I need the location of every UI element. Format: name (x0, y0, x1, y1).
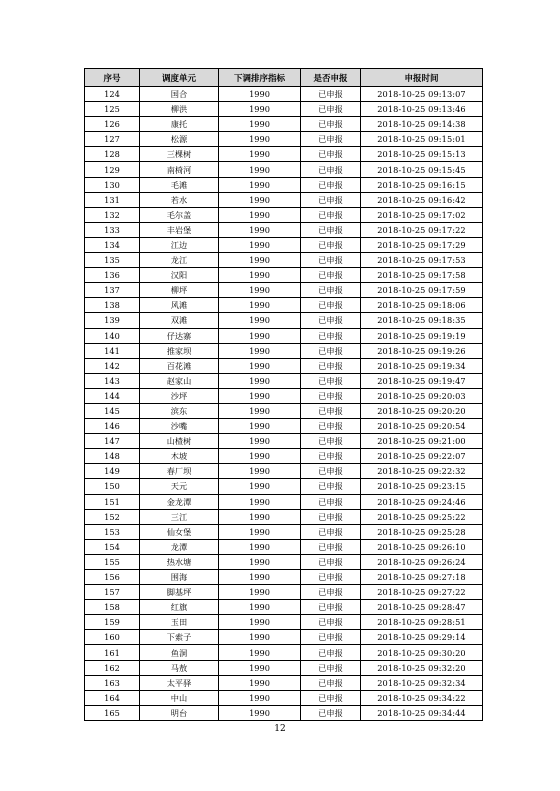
table-row (85, 585, 483, 600)
cell-declaration-time: 2018-10-25 09:28:47 (361, 600, 483, 615)
cell-declaration-time: 2018-10-25 09:25:28 (361, 524, 483, 539)
table-row (85, 343, 483, 358)
cell-declared-status: 已申报 (301, 675, 361, 690)
cell-ranking-index: 1990 (219, 509, 301, 524)
cell-dispatch-unit: 毛滩 (140, 177, 219, 192)
cell-declared-status: 已申报 (301, 419, 361, 434)
table-row (85, 524, 483, 539)
cell-declaration-time: 2018-10-25 09:25:22 (361, 509, 483, 524)
table-row (85, 464, 483, 479)
cell-declaration-time: 2018-10-25 09:18:06 (361, 298, 483, 313)
table-row (85, 675, 483, 690)
cell-dispatch-unit: 柳坪 (140, 283, 219, 298)
cell-declaration-time: 2018-10-25 09:15:45 (361, 162, 483, 177)
cell-dispatch-unit: 松源 (140, 132, 219, 147)
cell-ranking-index: 1990 (219, 177, 301, 192)
cell-ranking-index: 1990 (219, 660, 301, 675)
cell-declaration-time: 2018-10-25 09:22:32 (361, 464, 483, 479)
cell-ranking-index: 1990 (219, 524, 301, 539)
cell-declared-status: 已申报 (301, 403, 361, 418)
table-row (85, 449, 483, 464)
cell-serial-number: 144 (85, 388, 140, 403)
table-row (85, 222, 483, 237)
cell-dispatch-unit: 三江 (140, 509, 219, 524)
cell-ranking-index: 1990 (219, 690, 301, 705)
cell-declaration-time: 2018-10-25 09:34:22 (361, 690, 483, 705)
cell-declared-status: 已申报 (301, 192, 361, 207)
cell-serial-number: 164 (85, 690, 140, 705)
cell-ranking-index: 1990 (219, 162, 301, 177)
cell-declared-status: 已申报 (301, 162, 361, 177)
table-row (85, 479, 483, 494)
declaration-table (84, 68, 483, 721)
cell-serial-number: 162 (85, 660, 140, 675)
cell-dispatch-unit: 春厂坝 (140, 464, 219, 479)
cell-dispatch-unit: 红旗 (140, 600, 219, 615)
cell-ranking-index: 1990 (219, 388, 301, 403)
cell-declared-status: 已申报 (301, 554, 361, 569)
table-row (85, 615, 483, 630)
table-row (85, 509, 483, 524)
cell-declared-status: 已申报 (301, 117, 361, 132)
cell-declaration-time: 2018-10-25 09:13:07 (361, 87, 483, 102)
cell-ranking-index: 1990 (219, 645, 301, 660)
cell-declaration-time: 2018-10-25 09:27:18 (361, 570, 483, 585)
cell-declared-status: 已申报 (301, 494, 361, 509)
table-row (85, 570, 483, 585)
cell-declaration-time: 2018-10-25 09:20:54 (361, 419, 483, 434)
cell-declared-status: 已申报 (301, 132, 361, 147)
cell-declaration-time: 2018-10-25 09:23:15 (361, 479, 483, 494)
cell-declaration-time: 2018-10-25 09:15:01 (361, 132, 483, 147)
table-header-row (85, 69, 483, 87)
cell-dispatch-unit: 风滩 (140, 298, 219, 313)
cell-declared-status: 已申报 (301, 343, 361, 358)
cell-serial-number: 151 (85, 494, 140, 509)
cell-declaration-time: 2018-10-25 09:27:22 (361, 585, 483, 600)
table-row (85, 403, 483, 418)
cell-dispatch-unit: 沙坪 (140, 388, 219, 403)
cell-serial-number: 147 (85, 434, 140, 449)
cell-ranking-index: 1990 (219, 419, 301, 434)
cell-dispatch-unit: 下索子 (140, 630, 219, 645)
cell-declared-status: 已申报 (301, 222, 361, 237)
cell-ranking-index: 1990 (219, 675, 301, 690)
table-row (85, 645, 483, 660)
cell-ranking-index: 1990 (219, 403, 301, 418)
cell-declaration-time: 2018-10-25 09:18:35 (361, 313, 483, 328)
cell-ranking-index: 1990 (219, 253, 301, 268)
cell-serial-number: 159 (85, 615, 140, 630)
cell-serial-number: 154 (85, 539, 140, 554)
cell-declared-status: 已申报 (301, 298, 361, 313)
cell-dispatch-unit: 南椅河 (140, 162, 219, 177)
cell-dispatch-unit: 汉阳 (140, 268, 219, 283)
cell-declared-status: 已申报 (301, 660, 361, 675)
cell-ranking-index: 1990 (219, 268, 301, 283)
cell-declared-status: 已申报 (301, 147, 361, 162)
cell-declaration-time: 2018-10-25 09:19:34 (361, 358, 483, 373)
cell-dispatch-unit: 江边 (140, 237, 219, 252)
cell-ranking-index: 1990 (219, 192, 301, 207)
cell-declared-status: 已申报 (301, 509, 361, 524)
header-serial-number: 序号 (85, 69, 140, 87)
cell-declaration-time: 2018-10-25 09:13:46 (361, 102, 483, 117)
cell-ranking-index: 1990 (219, 464, 301, 479)
cell-declaration-time: 2018-10-25 09:30:20 (361, 645, 483, 660)
cell-serial-number: 125 (85, 102, 140, 117)
cell-dispatch-unit: 仔达寨 (140, 328, 219, 343)
cell-dispatch-unit: 太平驿 (140, 675, 219, 690)
cell-serial-number: 143 (85, 373, 140, 388)
cell-declaration-time: 2018-10-25 09:16:42 (361, 192, 483, 207)
cell-dispatch-unit: 百花滩 (140, 358, 219, 373)
cell-serial-number: 141 (85, 343, 140, 358)
cell-serial-number: 139 (85, 313, 140, 328)
cell-declaration-time: 2018-10-25 09:26:10 (361, 539, 483, 554)
cell-serial-number: 149 (85, 464, 140, 479)
cell-dispatch-unit: 龙江 (140, 253, 219, 268)
cell-ranking-index: 1990 (219, 600, 301, 615)
cell-declaration-time: 2018-10-25 09:20:20 (361, 403, 483, 418)
cell-dispatch-unit: 龙潭 (140, 539, 219, 554)
cell-ranking-index: 1990 (219, 358, 301, 373)
cell-dispatch-unit: 仙女堡 (140, 524, 219, 539)
cell-dispatch-unit: 明台 (140, 705, 219, 720)
cell-declared-status: 已申报 (301, 313, 361, 328)
cell-declaration-time: 2018-10-25 09:34:44 (361, 705, 483, 720)
table-row (85, 177, 483, 192)
cell-declaration-time: 2018-10-25 09:20:03 (361, 388, 483, 403)
table-row (85, 494, 483, 509)
cell-ranking-index: 1990 (219, 132, 301, 147)
cell-serial-number: 136 (85, 268, 140, 283)
cell-declared-status: 已申报 (301, 524, 361, 539)
cell-dispatch-unit: 热水塘 (140, 554, 219, 569)
table-row (85, 705, 483, 720)
table-row (85, 102, 483, 117)
cell-declared-status: 已申报 (301, 690, 361, 705)
header-declared-status: 是否申报 (301, 69, 361, 87)
table-row (85, 690, 483, 705)
cell-declared-status: 已申报 (301, 645, 361, 660)
cell-dispatch-unit: 木坡 (140, 449, 219, 464)
cell-declaration-time: 2018-10-25 09:16:15 (361, 177, 483, 192)
table-row (85, 132, 483, 147)
cell-serial-number: 156 (85, 570, 140, 585)
cell-ranking-index: 1990 (219, 313, 301, 328)
cell-ranking-index: 1990 (219, 539, 301, 554)
cell-ranking-index: 1990 (219, 328, 301, 343)
cell-ranking-index: 1990 (219, 570, 301, 585)
cell-ranking-index: 1990 (219, 449, 301, 464)
table-row (85, 419, 483, 434)
cell-declared-status: 已申报 (301, 630, 361, 645)
cell-dispatch-unit: 鱼洞 (140, 645, 219, 660)
cell-declaration-time: 2018-10-25 09:26:24 (361, 554, 483, 569)
cell-declared-status: 已申报 (301, 585, 361, 600)
cell-serial-number: 142 (85, 358, 140, 373)
cell-dispatch-unit: 玉田 (140, 615, 219, 630)
cell-declared-status: 已申报 (301, 268, 361, 283)
cell-dispatch-unit: 康托 (140, 117, 219, 132)
cell-declaration-time: 2018-10-25 09:28:51 (361, 615, 483, 630)
cell-ranking-index: 1990 (219, 585, 301, 600)
table-row (85, 192, 483, 207)
table-row (85, 87, 483, 102)
table-row (85, 539, 483, 554)
cell-ranking-index: 1990 (219, 494, 301, 509)
cell-dispatch-unit: 天元 (140, 479, 219, 494)
cell-declaration-time: 2018-10-25 09:19:19 (361, 328, 483, 343)
cell-declaration-time: 2018-10-25 09:24:46 (361, 494, 483, 509)
cell-declared-status: 已申报 (301, 434, 361, 449)
cell-serial-number: 160 (85, 630, 140, 645)
cell-serial-number: 140 (85, 328, 140, 343)
cell-declaration-time: 2018-10-25 09:17:53 (361, 253, 483, 268)
cell-declaration-time: 2018-10-25 09:32:20 (361, 660, 483, 675)
cell-declaration-time: 2018-10-25 09:17:22 (361, 222, 483, 237)
cell-dispatch-unit: 沙嘴 (140, 419, 219, 434)
cell-serial-number: 134 (85, 237, 140, 252)
cell-declared-status: 已申报 (301, 328, 361, 343)
cell-declared-status: 已申报 (301, 464, 361, 479)
cell-declared-status: 已申报 (301, 570, 361, 585)
cell-serial-number: 126 (85, 117, 140, 132)
cell-serial-number: 158 (85, 600, 140, 615)
table-row (85, 600, 483, 615)
table-row (85, 253, 483, 268)
table-row (85, 434, 483, 449)
table-row (85, 162, 483, 177)
table-row (85, 373, 483, 388)
cell-serial-number: 127 (85, 132, 140, 147)
cell-declared-status: 已申报 (301, 253, 361, 268)
cell-serial-number: 157 (85, 585, 140, 600)
cell-ranking-index: 1990 (219, 630, 301, 645)
table-row (85, 147, 483, 162)
cell-dispatch-unit: 双滩 (140, 313, 219, 328)
cell-declared-status: 已申报 (301, 705, 361, 720)
cell-serial-number: 124 (85, 87, 140, 102)
cell-declared-status: 已申报 (301, 539, 361, 554)
table-row (85, 283, 483, 298)
cell-serial-number: 129 (85, 162, 140, 177)
cell-declared-status: 已申报 (301, 615, 361, 630)
cell-declared-status: 已申报 (301, 177, 361, 192)
table-row (85, 388, 483, 403)
cell-declared-status: 已申报 (301, 102, 361, 117)
cell-serial-number: 155 (85, 554, 140, 569)
cell-declared-status: 已申报 (301, 449, 361, 464)
cell-ranking-index: 1990 (219, 479, 301, 494)
cell-declaration-time: 2018-10-25 09:17:59 (361, 283, 483, 298)
cell-declaration-time: 2018-10-25 09:17:29 (361, 237, 483, 252)
cell-dispatch-unit: 山楂树 (140, 434, 219, 449)
cell-dispatch-unit: 柳洪 (140, 102, 219, 117)
cell-serial-number: 128 (85, 147, 140, 162)
cell-ranking-index: 1990 (219, 373, 301, 388)
cell-serial-number: 135 (85, 253, 140, 268)
cell-serial-number: 145 (85, 403, 140, 418)
cell-ranking-index: 1990 (219, 554, 301, 569)
cell-serial-number: 153 (85, 524, 140, 539)
table-row (85, 660, 483, 675)
cell-declared-status: 已申报 (301, 237, 361, 252)
cell-dispatch-unit: 围海 (140, 570, 219, 585)
cell-dispatch-unit: 三棵树 (140, 147, 219, 162)
cell-serial-number: 150 (85, 479, 140, 494)
cell-ranking-index: 1990 (219, 283, 301, 298)
cell-serial-number: 130 (85, 177, 140, 192)
table-row (85, 630, 483, 645)
header-ranking-index: 下调排序指标 (219, 69, 301, 87)
cell-dispatch-unit: 丰岩堡 (140, 222, 219, 237)
cell-serial-number: 165 (85, 705, 140, 720)
header-declaration-time: 申报时间 (361, 69, 483, 87)
table-row (85, 358, 483, 373)
table-body (85, 87, 483, 721)
cell-declaration-time: 2018-10-25 09:21:00 (361, 434, 483, 449)
table-row (85, 237, 483, 252)
cell-serial-number: 132 (85, 207, 140, 222)
page-number: 12 (274, 724, 286, 734)
cell-declared-status: 已申报 (301, 87, 361, 102)
cell-ranking-index: 1990 (219, 615, 301, 630)
cell-dispatch-unit: 国合 (140, 87, 219, 102)
table-row (85, 117, 483, 132)
cell-declared-status: 已申报 (301, 207, 361, 222)
table-row (85, 298, 483, 313)
table-row (85, 207, 483, 222)
cell-ranking-index: 1990 (219, 222, 301, 237)
cell-declared-status: 已申报 (301, 358, 361, 373)
cell-declared-status: 已申报 (301, 388, 361, 403)
cell-serial-number: 138 (85, 298, 140, 313)
table-row (85, 328, 483, 343)
cell-dispatch-unit: 推家坝 (140, 343, 219, 358)
cell-serial-number: 152 (85, 509, 140, 524)
cell-ranking-index: 1990 (219, 117, 301, 132)
cell-declared-status: 已申报 (301, 283, 361, 298)
cell-declaration-time: 2018-10-25 09:19:26 (361, 343, 483, 358)
cell-dispatch-unit: 若水 (140, 192, 219, 207)
cell-dispatch-unit: 脚基坪 (140, 585, 219, 600)
cell-declaration-time: 2018-10-25 09:32:34 (361, 675, 483, 690)
cell-declaration-time: 2018-10-25 09:17:58 (361, 268, 483, 283)
table-row (85, 554, 483, 569)
cell-ranking-index: 1990 (219, 147, 301, 162)
cell-dispatch-unit: 滨东 (140, 403, 219, 418)
cell-serial-number: 137 (85, 283, 140, 298)
cell-dispatch-unit: 中山 (140, 690, 219, 705)
cell-ranking-index: 1990 (219, 705, 301, 720)
table-row (85, 313, 483, 328)
cell-dispatch-unit: 赵家山 (140, 373, 219, 388)
cell-serial-number: 161 (85, 645, 140, 660)
cell-dispatch-unit: 马敖 (140, 660, 219, 675)
cell-dispatch-unit: 毛尔盖 (140, 207, 219, 222)
table-row (85, 268, 483, 283)
cell-serial-number: 163 (85, 675, 140, 690)
cell-declared-status: 已申报 (301, 373, 361, 388)
cell-declared-status: 已申报 (301, 479, 361, 494)
header-dispatch-unit: 调度单元 (140, 69, 219, 87)
cell-ranking-index: 1990 (219, 87, 301, 102)
cell-ranking-index: 1990 (219, 207, 301, 222)
cell-ranking-index: 1990 (219, 343, 301, 358)
cell-ranking-index: 1990 (219, 298, 301, 313)
cell-declaration-time: 2018-10-25 09:17:02 (361, 207, 483, 222)
cell-serial-number: 148 (85, 449, 140, 464)
cell-declaration-time: 2018-10-25 09:29:14 (361, 630, 483, 645)
cell-serial-number: 133 (85, 222, 140, 237)
cell-declaration-time: 2018-10-25 09:15:13 (361, 147, 483, 162)
cell-ranking-index: 1990 (219, 102, 301, 117)
cell-declaration-time: 2018-10-25 09:14:38 (361, 117, 483, 132)
cell-dispatch-unit: 金龙潭 (140, 494, 219, 509)
cell-serial-number: 131 (85, 192, 140, 207)
cell-declared-status: 已申报 (301, 600, 361, 615)
cell-declaration-time: 2018-10-25 09:22:07 (361, 449, 483, 464)
cell-ranking-index: 1990 (219, 434, 301, 449)
cell-declaration-time: 2018-10-25 09:19:47 (361, 373, 483, 388)
cell-serial-number: 146 (85, 419, 140, 434)
cell-ranking-index: 1990 (219, 237, 301, 252)
